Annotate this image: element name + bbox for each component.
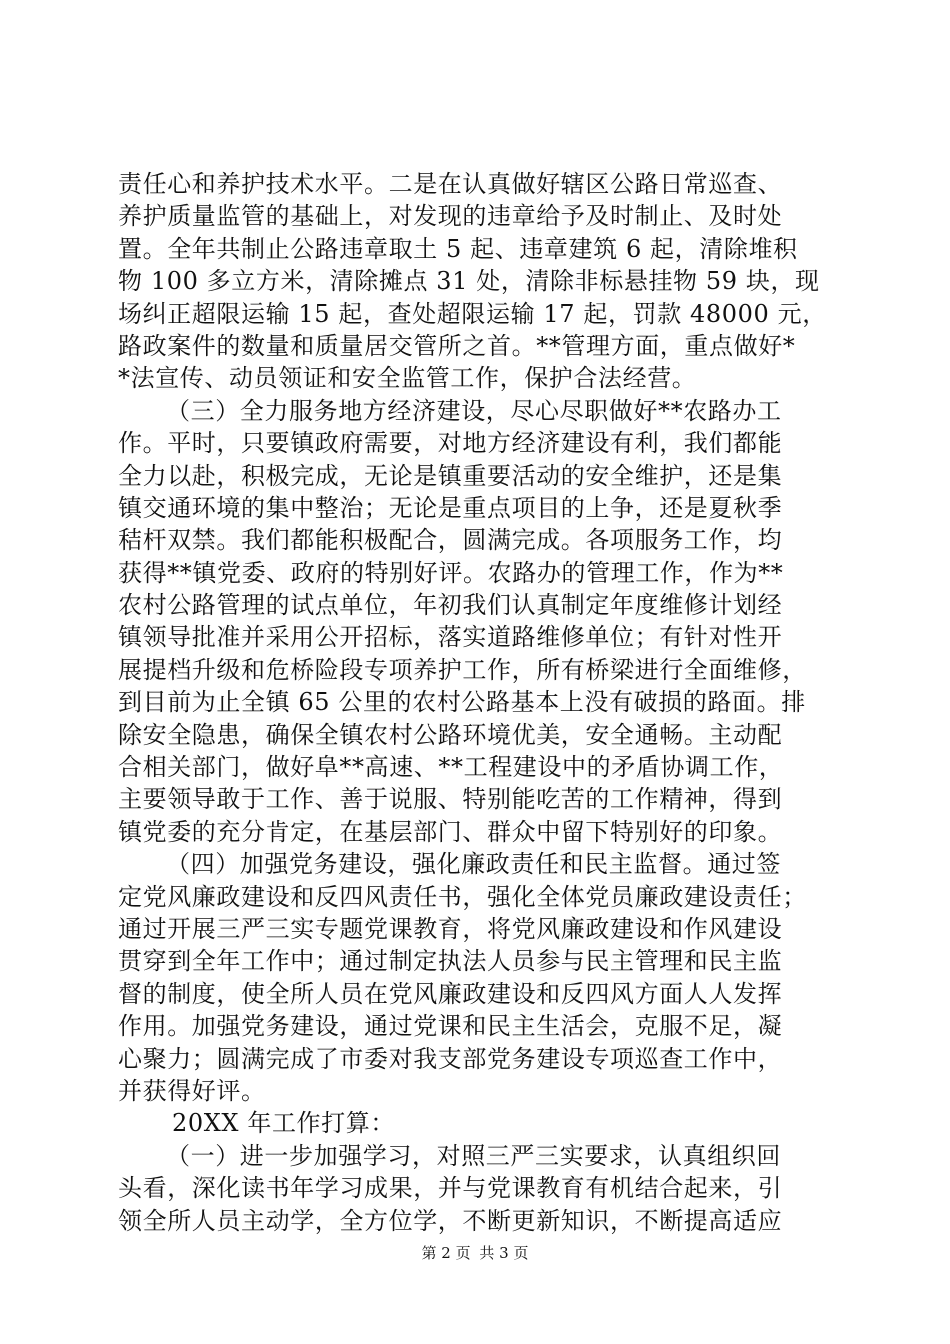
text-line: 全力以赴，积极完成，无论是镇重要活动的安全维护，还是集 xyxy=(118,461,783,490)
text-line: 头看，深化读书年学习成果，并与党课教育有机结合起来，引 xyxy=(118,1174,783,1203)
text-line: 场纠正超限运输 15 起，查处超限运输 17 起，罚款 48000 元， xyxy=(118,299,827,328)
text-line: 镇领导批准并采用公开招标，落实道路维修单位；有针对性开 xyxy=(118,623,783,652)
page-total: 共 3 页 xyxy=(479,1244,529,1262)
section-heading: 20XX 年工作打算： xyxy=(172,1109,395,1138)
text-line: 置。全年共制止公路违章取土 5 起、违章建筑 6 起，清除堆积 xyxy=(118,234,798,263)
text-line: 督的制度，使全所人员在党风廉政建设和反四风方面人人发挥 xyxy=(118,979,783,1008)
text-line: 到目前为止全镇 65 公里的农村公路基本上没有破损的路面。排 xyxy=(118,688,806,717)
text-line: 并获得好评。 xyxy=(118,1076,266,1105)
text-line: 合相关部门，做好阜**高速、**工程建设中的矛盾协调工作， xyxy=(118,753,784,782)
text-line: 物 100 多立方米，清除摊点 31 处，清除非标悬挂物 59 块，现 xyxy=(118,267,820,296)
text-line: 领全所人员主动学，全方位学，不断更新知识，不断提高适应 xyxy=(118,1206,783,1235)
text-line: 展提档升级和危桥险段专项养护工作，所有桥梁进行全面维修， xyxy=(118,655,807,684)
text-line: 农村公路管理的试点单位，年初我们认真制定年度维修计划经 xyxy=(118,591,783,620)
text-line: 秸杆双禁。我们都能积极配合，圆满完成。各项服务工作，均 xyxy=(118,526,783,555)
text-line: 责任心和养护技术水平。二是在认真做好辖区公路日常巡查、 xyxy=(118,170,783,198)
paragraph-start-line: （三）全力服务地方经济建设，尽心尽职做好**农路办工 xyxy=(166,396,782,425)
paragraph-start-line: （四）加强党务建设，强化廉政责任和民主监督。通过签 xyxy=(166,850,781,879)
text-line: 心聚力；圆满完成了市委对我支部党务建设专项巡查工作中， xyxy=(118,1044,783,1073)
text-line: 作。平时，只要镇政府需要，对地方经济建设有利，我们都能 xyxy=(118,429,783,458)
paragraph-start-line: （一）进一步加强学习，对照三严三实要求，认真组织回 xyxy=(166,1141,781,1170)
page-footer xyxy=(0,1243,950,1263)
text-line: 主要领导敢于工作、善于说服、特别能吃苦的工作精神，得到 xyxy=(118,785,783,814)
text-line: 通过开展三严三实专题党课教育，将党风廉政建设和作风建设 xyxy=(118,914,783,943)
text-line: 获得**镇党委、政府的特别好评。农路办的管理工作，作为** xyxy=(118,558,784,587)
text-line: 贯穿到全年工作中；通过制定执法人员参与民主管理和民主监 xyxy=(118,947,783,976)
text-line: 镇交通环境的集中整治；无论是重点项目的上争，还是夏秋季 xyxy=(118,493,783,522)
text-line: 路政案件的数量和质量居交管所之首。**管理方面，重点做好* xyxy=(118,331,796,360)
text-line: *法宣传、动员领证和安全监管工作，保护合法经营。 xyxy=(118,364,697,393)
text-line: 养护质量监管的基础上，对发现的违章给予及时制止、及时处 xyxy=(118,202,783,231)
page-number: 第 2 页 xyxy=(421,1244,471,1262)
text-line: 除安全隐患，确保全镇农村公路环境优美，安全通畅。主动配 xyxy=(118,720,783,749)
text-line: 作用。加强党务建设，通过党课和民主生活会，克服不足，凝 xyxy=(118,1012,783,1041)
document-body xyxy=(118,168,838,1237)
text-line: 镇党委的充分肯定，在基层部门、群众中留下特别好的印象。 xyxy=(118,817,783,846)
text-line: 定党风廉政建设和反四风责任书，强化全体党员廉政建设责任； xyxy=(118,882,807,911)
